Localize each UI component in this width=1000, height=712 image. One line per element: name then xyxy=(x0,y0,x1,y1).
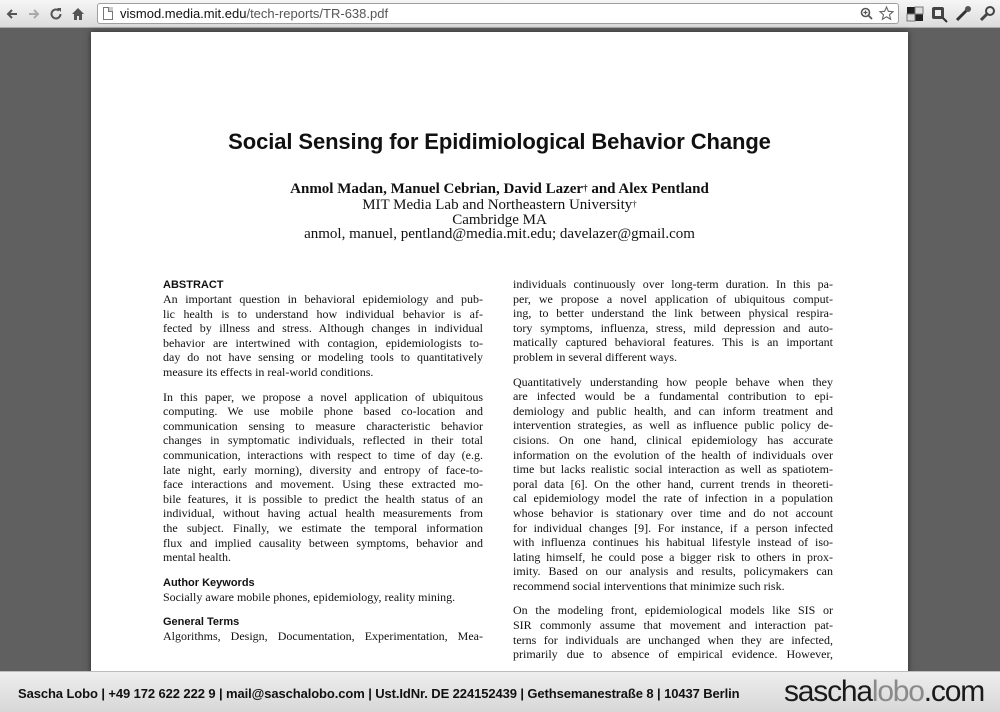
text-line: fected by illness and stress. Although changes in individual xyxy=(163,321,483,336)
general-terms-text: Algorithms, Design, Documentation, Experimentation, Mea- xyxy=(163,629,483,644)
abstract-paragraph-2 xyxy=(163,390,483,565)
body-paragraph-3 xyxy=(513,603,833,661)
url-path: /tech-reports/TR-638.pdf xyxy=(246,6,389,21)
text-line: time but lacks realistic social interaction as well as spatiotem- xyxy=(513,462,833,477)
left-column xyxy=(163,279,483,644)
text-line: individual, without having actual health measurements from xyxy=(163,506,483,521)
address-bar[interactable] xyxy=(97,3,899,24)
text-line: bile features, it is possible to predict the health status of an xyxy=(163,491,483,506)
text-line: late night, early morning), diversity and entropy of face-to- xyxy=(163,462,483,477)
text-line: Quantitatively understanding how people behave when they xyxy=(513,374,833,389)
text-line: with influenza continues his habitual lifestyle instead of iso- xyxy=(513,535,833,550)
text-line: for individual changes [9]. For instance, if a person infected xyxy=(513,520,833,535)
reload-icon[interactable] xyxy=(46,4,66,24)
author-location: Cambridge MA xyxy=(452,212,547,228)
text-line: lating himself, he could pose a bigger risk to others in prox- xyxy=(513,549,833,564)
extension-icon[interactable] xyxy=(954,5,972,23)
affiliation-mark: † xyxy=(583,183,588,193)
brand-logo xyxy=(784,675,984,709)
wrench-icon[interactable] xyxy=(978,5,996,23)
page-icon xyxy=(103,7,113,20)
url-text[interactable] xyxy=(120,6,388,21)
text-line: problem in several different ways. xyxy=(513,349,678,364)
text-line: information on the evolution of the health of individuals over xyxy=(513,447,833,462)
text-line: In this paper, we propose a novel application of ubiquitous xyxy=(163,389,483,404)
text-line: tory symptoms, influenza, stress, mild depression and auto- xyxy=(513,320,833,335)
general-terms-heading: General Terms xyxy=(163,616,240,629)
extension-icon[interactable] xyxy=(930,5,948,23)
text-line: communication sensing to measure characteristic behavior xyxy=(163,418,483,433)
text-line: SIR commonly assume that movement and interaction pat- xyxy=(513,618,833,633)
text-line: are infected would be a fundamental contribution to epi- xyxy=(513,389,833,404)
text-line: cal epidemiology model the rate of infection in a population xyxy=(513,491,833,506)
text-line: individuals continuously over long-term duration. In this pa- xyxy=(513,277,833,291)
text-line: changes in symptomatic individuals, reflected in their total xyxy=(163,433,483,448)
text-line: demiology and public health, and can inform treatment and xyxy=(513,403,833,418)
text-line: cisions. On one hand, clinical epidemiology has accurate xyxy=(513,432,833,447)
star-icon[interactable] xyxy=(878,5,895,22)
text-line: measure its effects in real-world conditions. xyxy=(163,364,374,379)
author-names-text: Anmol Madan, Manuel Cebrian, David Lazer xyxy=(290,181,584,197)
author-emails: anmol, manuel, pentland@media.mit.edu; davelazer@gmail.com xyxy=(304,226,695,242)
logo-part-3: .com xyxy=(923,675,984,708)
text-line: mental health. xyxy=(163,550,231,565)
keywords-text: Socially aware mobile phones, epidemiology, reality mining. xyxy=(163,589,456,604)
abstract-heading: ABSTRACT xyxy=(163,279,224,291)
pdf-page xyxy=(91,32,908,692)
home-icon[interactable] xyxy=(68,4,88,24)
text-line: primarily due to absence of empirical evidence. However, xyxy=(513,647,833,662)
contact-footer xyxy=(0,671,1000,712)
body-paragraph-1 xyxy=(513,277,833,365)
author-names-tail: and Alex Pentland xyxy=(587,181,709,197)
text-line: behavior are intertwined with contagion, epidemiologists to- xyxy=(163,335,483,350)
text-line: per, we propose a novel application of ubiquitous comput- xyxy=(513,291,833,306)
affiliation-text: MIT Media Lab and Northeastern University xyxy=(362,197,633,213)
text-line: face interactions and movement. Using these extracted mo- xyxy=(163,477,483,492)
contact-text: Sascha Lobo | +49 172 622 222 9 | mail@saschalobo.com | Ust.IdNr. DE 224152439 | Gethsemanestraße 8 | 10437 Berlin xyxy=(18,686,740,701)
author-names xyxy=(91,181,908,197)
url-host: vismod.media.mit.edu xyxy=(120,6,247,21)
keywords-heading: Author Keywords xyxy=(163,576,255,589)
paper-title: Social Sensing for Epidimiological Behavior Change xyxy=(228,129,771,154)
text-line: On the modeling front, epidemiological models like SIS or xyxy=(513,603,833,618)
zoom-icon[interactable] xyxy=(858,5,875,22)
right-column xyxy=(513,277,833,662)
text-line: lic health is to understand how individual behavior is af- xyxy=(163,306,483,321)
affiliation-mark: † xyxy=(632,199,637,209)
browser-toolbar xyxy=(0,0,1000,28)
pdf-viewer[interactable] xyxy=(0,28,1000,671)
text-line: computing. We use mobile phone based co-location and xyxy=(163,404,483,419)
logo-part-1: sascha xyxy=(784,675,872,708)
text-line: flux and implied causality between symptoms, behavior and xyxy=(163,535,483,550)
text-line: day do not have sensing or modeling tools to quantitatively xyxy=(163,350,483,365)
abstract-paragraph-1 xyxy=(163,292,483,380)
text-line: imity. Based on our analysis and results, policymakers can xyxy=(513,564,833,579)
text-line: intervention strategies, as well as influence public policy de- xyxy=(513,418,833,433)
body-paragraph-2 xyxy=(513,375,833,594)
text-line: poral data [6]. On the other hand, current trends in theoreti- xyxy=(513,476,833,491)
forward-icon[interactable] xyxy=(24,4,44,24)
text-line: whose behavior is stationary over time and do not account xyxy=(513,505,833,520)
text-line: communication, interactions with respect to time of day (e.g. xyxy=(163,447,483,462)
extension-icon[interactable] xyxy=(906,5,924,23)
text-line: the subject. Finally, we estimate the temporal information xyxy=(163,520,483,535)
text-line: recommend social interventions that minimize such risk. xyxy=(513,578,785,593)
text-line: An important question in behavioral epidemiology and pub- xyxy=(163,292,483,306)
text-line: ing, to better understand the link between physical respira- xyxy=(513,306,833,321)
author-affiliation xyxy=(91,197,908,213)
back-icon[interactable] xyxy=(2,4,22,24)
logo-part-2: lobo xyxy=(871,675,924,708)
text-line: matically captured behavioral features. This is an important xyxy=(513,335,833,350)
text-line: terns for individuals are unchanged when they are infected, xyxy=(513,632,833,647)
